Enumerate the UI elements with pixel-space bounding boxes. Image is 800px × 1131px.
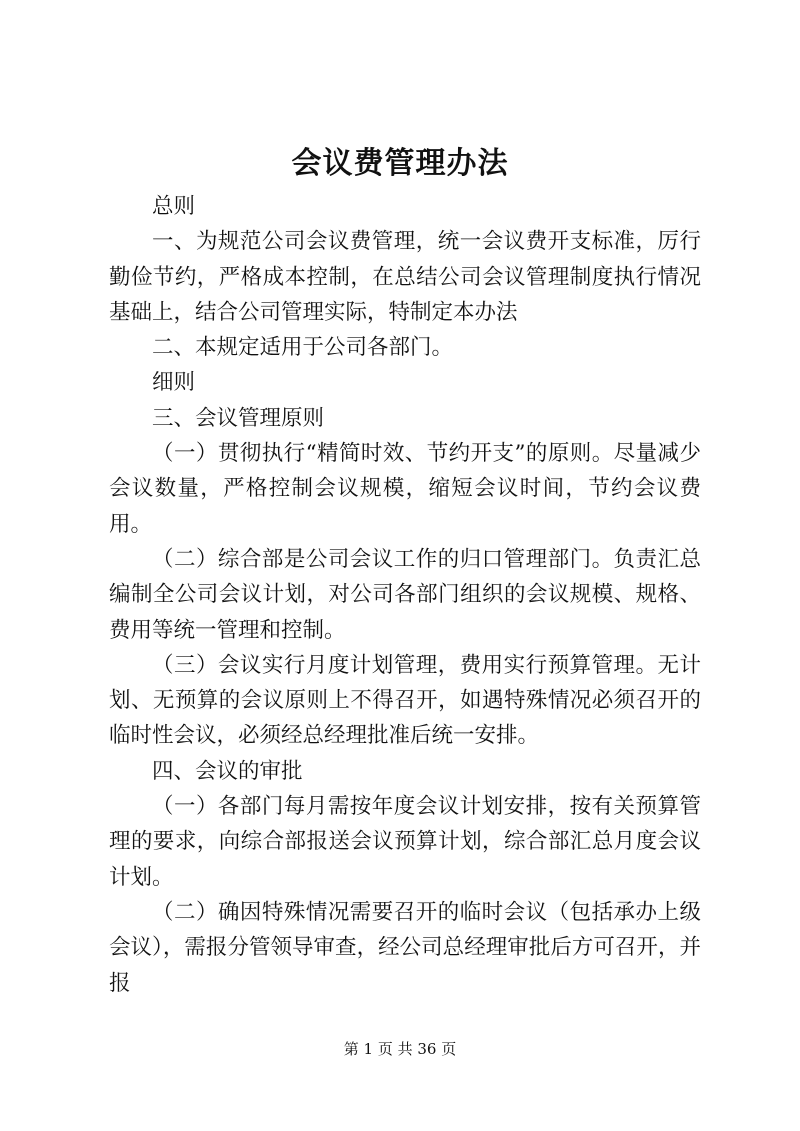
- paragraph-approval-2: （二）确因特殊情况需要召开的临时会议（包括承办上级会议），需报分管领导审查，经公司总经理审批后方可召开，并报: [109, 899, 701, 996]
- page-number: 第 1 页 共 36 页: [343, 1040, 457, 1058]
- paragraph-principle-3: （三）会议实行月度计划管理，费用实行预算管理。无计划、无预算的会议原则上不得召开，如遇特殊情况必须召开的临时性会议，必须经总经理批准后统一安排。: [109, 652, 701, 749]
- paragraph-purpose: 一、为规范公司会议费管理，统一会议费开支标准，厉行勤俭节约，严格成本控制，在总结公司会议管理制度执行情况基础上，结合公司管理实际，特制定本办法: [109, 229, 701, 325]
- paragraph-approval-heading: 四、会议的审批: [152, 758, 303, 784]
- document-body: [109, 189, 701, 1001]
- paragraph-scope: 二、本规定适用于公司各部门。: [152, 335, 454, 361]
- section-heading-general: 总则: [152, 194, 196, 219]
- paragraph-principle-2: （二）综合部是公司会议工作的归口管理部门。负责汇总编制全公司会议计划，对公司各部门组织的会议规模、规格、费用等统一管理和控制。: [109, 546, 701, 643]
- paragraph-principles-heading: 三、会议管理原则: [152, 405, 325, 431]
- document-title: 会议费管理办法: [291, 146, 509, 181]
- section-heading-details: 细则: [152, 370, 196, 396]
- paragraph-approval-1: （一）各部门每月需按年度会议计划安排，按有关预算管理的要求，向综合部报送会议预算计划，综合部汇总月度会议计划。: [109, 794, 701, 890]
- paragraph-principle-1: （一）贯彻执行“精简时效、节约开支”的原则。尽量减少会议数量，严格控制会议规模，缩短会议时间，节约会议费用。: [109, 441, 701, 537]
